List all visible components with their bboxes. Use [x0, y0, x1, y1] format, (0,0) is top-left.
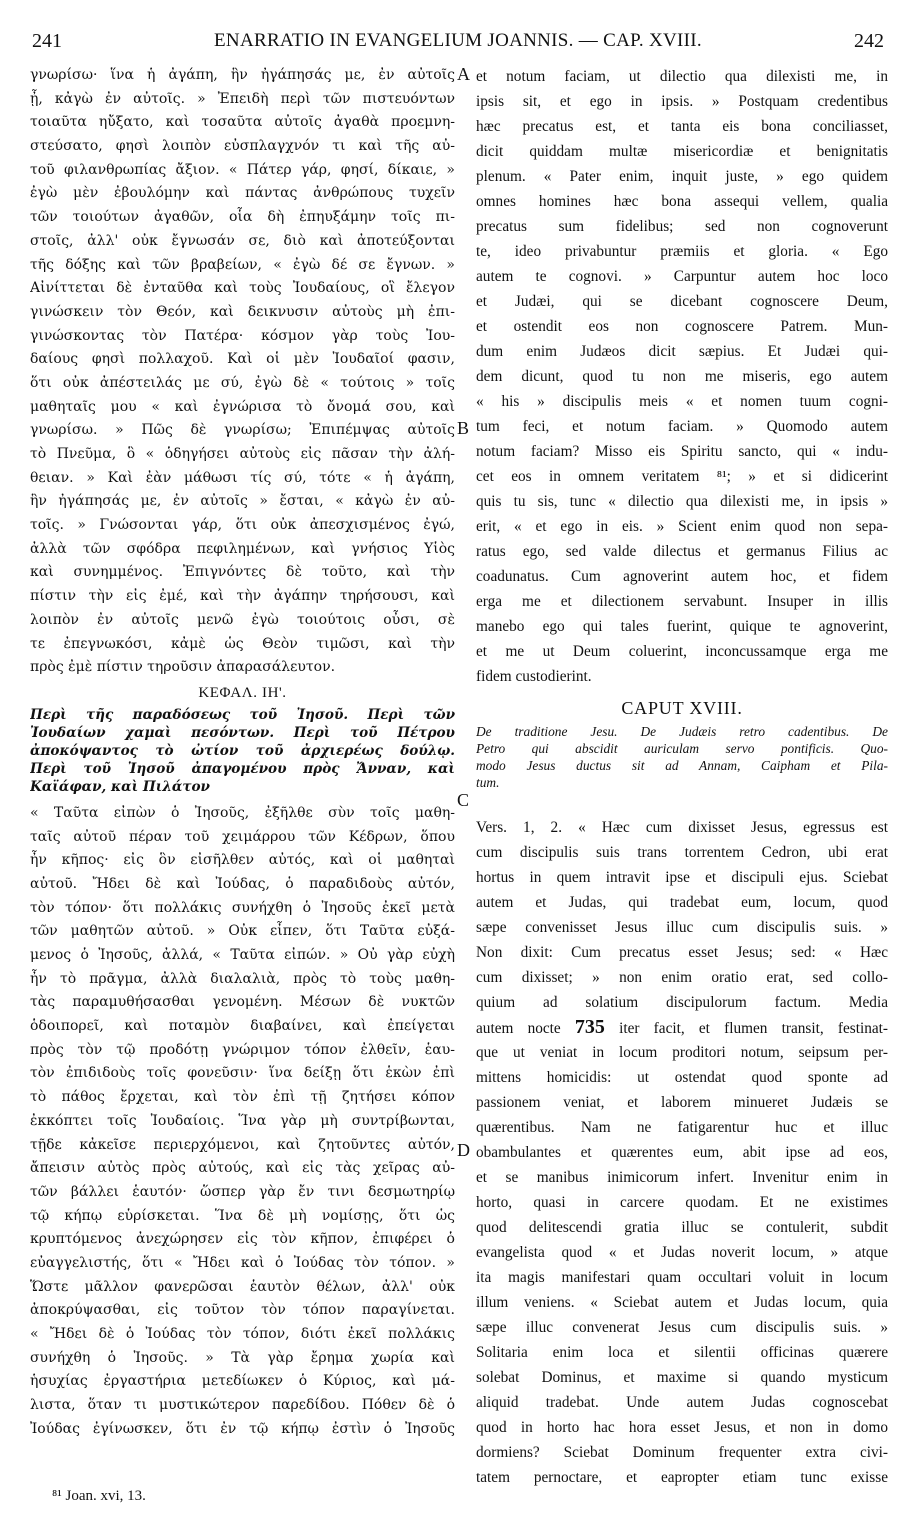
text-line: ὁδοιπορεῖ, καὶ ποταμὸν διαβαίνει, καὶ ἐπείγεται	[30, 1018, 455, 1035]
text-line: solebat Dominus, et maxime si quando mysticum	[476, 1369, 888, 1386]
text-line: γνωρίσω· ἵνα ἡ ἀγάπη, ἣν ἠγάπησάς με, ἐν αὐτοῖς	[30, 67, 455, 83]
text-line: εὐαγγελιστής, ὅτι « Ἤδει καὶ ὁ Ἰούδας τὸν τόπον. »	[30, 1254, 455, 1271]
text-line: dum enim Judæos dicit sæpius. Et Judæi qui-	[476, 343, 888, 360]
greek-chapter-subtitle	[30, 706, 455, 796]
latin-text-block	[476, 64, 888, 689]
text-line: ita magis manifestari quam occultari voluit in locum	[476, 1269, 888, 1286]
text-line: τῷ κήπῳ εὑρίσκεται. Ἵνα δὲ μὴ νομίσῃς, ὅτι ὡς	[30, 1207, 455, 1224]
text-line: et ostendit eos non cognoscere Patrem. Mun-	[476, 318, 888, 335]
text-line: ταῖς αὐτοῦ πέραν τοῦ χειμάρρου τῶν Κέδρων, ὅπου	[30, 828, 455, 845]
latin-chapter-subtitle	[476, 723, 888, 791]
text-line: illum veniens. « Sciebat autem et Judas locum, quia	[476, 1294, 888, 1311]
text-line: τὸ πάθος ἔρχεται, καὶ τὸν ἐπὶ τῇ ζητήσει κόπον	[30, 1089, 455, 1106]
text-line: συνήχθη ὁ Ἰησοῦς. » Τὰ γὰρ ἔρημα χωρία καὶ	[30, 1349, 455, 1366]
text-line: τῆς δόξης καὶ τῶν βραβείων, « ἐγὼ δέ σε ἔγνων. »	[30, 256, 455, 273]
text-line: obambulantes et quærentes eum, abit ipse ad eos,	[476, 1144, 888, 1161]
text-line: omnes homines hæc bona assequi vellem, qualia	[476, 193, 888, 210]
text-line: τοιαῦτα ηὔξατο, καὶ τοσαῦτα αὐτοῖς ἀγαθὰ προεμνη-	[30, 114, 455, 131]
line-735-post: iter facit, et flumen transit, festinat-	[604, 1020, 888, 1037]
text-line: cet eos in omnem veritatem ⁸¹; » et si didicerint	[476, 468, 888, 485]
text-line: τῇδε κἀκεῖσε περιερχόμενοι, καὶ ζητοῦντες αὐτόν,	[30, 1136, 455, 1153]
text-line: quium ad solatium discipulorum factum. Media	[476, 994, 888, 1011]
text-line: ᾖ, κἀγὼ ἐν αὐτοῖς. » Ἐπειδὴ περὶ τῶν πιστευόντων	[30, 90, 455, 107]
text-line: tum.	[476, 775, 500, 790]
text-line: tatem pernoctare, et eapropter etiam tunc exisse	[476, 1469, 888, 1486]
text-line: λιστα, ὅταν τι μυστικώτερον παρεδίδου. Πόθεν δὲ ὁ	[30, 1397, 455, 1414]
text-line: coadunatus. Cum agnoverint autem hoc, et fidem	[476, 568, 888, 585]
text-line: manebo ego qui tales fuerint, quique te agnoverint,	[476, 618, 888, 635]
text-line: « Ταῦτα εἰπὼν ὁ Ἰησοῦς, ἐξῆλθε σὺν τοῖς μαθη-	[30, 804, 455, 821]
text-line: γινώσκειν τὸν Θεόν, καὶ δεικνυσιν αὐτοὺς μὴ ἐπι-	[30, 303, 455, 320]
text-line: πρὸς ἐμὲ πίστιν τηροῦσιν ἀπαρασάλευτον.	[30, 659, 336, 676]
latin-chapter-title: CAPUT XVIII.	[621, 698, 743, 718]
text-line: καὶ συνημμένος. Ἐπιγνόντες δὲ τοῦτο, καὶ τὴν	[30, 564, 455, 581]
text-line: δαίους φησὶ πολλαχοῦ. Καὶ οἱ μὲν Ἰουδαῖοί φασιν,	[30, 351, 455, 368]
text-line: τὸν τόπον· ὅτι πολλάκις συνήχθη ὁ Ἰησοῦς ἐκεῖ μετὰ	[30, 899, 455, 916]
text-line: ἦν κῆπος· εἰς ὃν εἰσῆλθεν αὐτός, καὶ οἱ μαθηταὶ	[30, 852, 455, 869]
text-line: et notum faciam, ut dilectio qua dilexisti me, in	[476, 68, 888, 85]
latin-text-block-3	[476, 1040, 888, 1490]
text-line: dormiens? Sciebat Dominum frequenter extra civi-	[476, 1444, 888, 1461]
text-line: notum faciam? Misso eis Spiritu sancto, qui « indu-	[476, 443, 888, 460]
footnote: ⁸¹ Joan. xvi, 13.	[52, 1488, 146, 1504]
text-line: que ut veniat in locum proditori notum, seipsum per-	[476, 1044, 888, 1061]
text-line: κρυπτόμενος ἀνεχώρησεν εἰς τὸν κῆπον, ἐπιφέρει ὁ	[30, 1231, 455, 1248]
text-line: erga me et dilectionem servabunt. Insuper in illis	[476, 593, 888, 610]
text-line: τῶν τοιούτων ἀγαθῶν, οἷα δὴ ἐπηυξάμην τοῖς πι-	[30, 209, 455, 226]
text-line: τοῦ φιλανθρωπίας ἄξιον. « Πάτερ γάρ, φησί, δίκαιε, »	[30, 161, 455, 178]
text-line: ratus ego, sed valde dilectus et germanus Filius ac	[476, 543, 888, 560]
text-line: ἐκκόπτει τοῖς Ἰουδαίοις. Ἵνα γὰρ μὴ συντρίβωνται,	[30, 1112, 455, 1129]
latin-line-735	[476, 1015, 888, 1040]
text-line: dem dicunt, quod tu non me miseris, ego autem	[476, 368, 888, 385]
text-line: et se manibus inimicorum infert. Invenitur enim in	[476, 1169, 888, 1186]
text-line: ἦν τὸ πρᾶγμα, ἀλλὰ διαλαλιὰ, πρὸς τὸ τοὺς μαθη-	[30, 970, 455, 987]
text-line: tum feci, et notum faciam. » Quomodo autem	[476, 418, 888, 435]
text-line: γινώσκοντας τὸν Πατέρα· κόσμον γὰρ τοὺς Ἰου-	[30, 327, 455, 344]
text-line: quis tu sis, tunc « dilectio qua dilexisti me, in ipsis »	[476, 493, 888, 510]
text-line: ἡσυχίας ἐργαστήρια μετεδίωκεν ὁ Κύριος, καὶ μά-	[30, 1373, 455, 1390]
text-line: cum discipulis suis trans torrentem Cedron, ubi erat	[476, 844, 888, 861]
line-735-pre: autem nocte	[476, 1020, 575, 1037]
text-line: ἀποκόψαντος τὸ ὠτίον τοῦ ἀρχιερέως δούλῳ.	[30, 742, 455, 759]
text-line: aliquid tradebat. Unde autem Judas cognoscebat	[476, 1394, 888, 1411]
text-line: θειαν. » Καὶ ἐὰν μάθωσι τίς σύ, τότε « ἡ ἀγάπη,	[30, 469, 455, 486]
text-line: ἐγὼ μὲν ἐβουλόμην καὶ πάντας ἀνθρώπους τυχεῖν	[30, 185, 455, 202]
page-number-right: 242	[854, 30, 884, 52]
text-line: « his » discipulis meis « et nomen tuum cogni-	[476, 393, 888, 410]
text-line: μαθηταῖς μου « καὶ ἐγνώρισα τὸ ὄνομά σου, καὶ	[30, 398, 455, 415]
text-line: αὐτοῦ. Ἤδει δὲ καὶ Ἰούδας, ὁ παραδιδοὺς αὐτόν,	[30, 875, 455, 892]
text-line: plenum. « Pater enim, inquit juste, » ego quidem	[476, 168, 888, 185]
text-line: Αἰνίττεται δὲ ἐνταῦθα καὶ τοὺς Ἰουδαίους, οἳ ἔλεγον	[30, 280, 455, 297]
text-line: Non dixit: Cum precatus esset Jesus; sed: « Hæc	[476, 944, 888, 961]
text-line: ipsis sit, et ego in ipsis. » Postquam credentibus	[476, 93, 888, 110]
text-line: hortus in quem intravit ipse et discipuli ejus. Sciebat	[476, 869, 888, 886]
text-line: Ὥστε μᾶλλον φανερῶσαι ἑαυτὸν θέλων, ἀλλ' οὐκ	[30, 1278, 455, 1295]
latin-text-block-2	[476, 815, 888, 1015]
greek-text-block-2	[30, 802, 455, 1442]
text-line: τὸ Πνεῦμα, ὃ « ὁδηγήσει αὐτοὺς εἰς πᾶσαν τὴν ἀλή-	[30, 446, 455, 462]
text-line: ἣν ἠγάπησάς με, ἐν αὐτοῖς » ἔσται, « κἀγὼ ἐν αὐ-	[30, 493, 455, 510]
text-line: et Judæi, qui se dicebant cognoscere Deum,	[476, 293, 888, 310]
text-line: modo Jesus ductus sit ad Annam, Caipham et Pila-	[476, 758, 888, 773]
text-line: ἀλλὰ τῶν σφόδρα πεφιλημένων, καὶ γνήσιος Υἱὸς	[30, 540, 455, 557]
text-line: sæpe illuc convenerat Jesus cum discipulis suis. »	[476, 1319, 888, 1336]
greek-text-block	[30, 64, 455, 680]
text-line: τῶν μαθητῶν αὐτοῦ. » Οὐκ εἶπεν, ὅτι Ταῦτα εὐξά-	[30, 923, 455, 940]
text-line: ἀποκρύψασθαι, εἰς τοῦτον τὸν τόπον παραγίνεται.	[30, 1302, 455, 1319]
text-line: evangelista quod « et Judas noverit locum, » atque	[476, 1244, 888, 1261]
text-line: te, ideo privabuntur præmiis et gloria. « Ego	[476, 243, 888, 260]
text-line: μενος ὁ Ἰησοῦς, ἀλλά, « Ταῦτα εἰπών. » Οὐ γὰρ εὐχὴ	[30, 947, 455, 963]
text-line: De traditione Jesu. De Judæis retro cadentibus. De	[476, 724, 888, 739]
column-number-735: 735	[574, 1016, 605, 1038]
text-line: sæpe convenisset Jesus illuc cum discipulis suis. »	[476, 919, 888, 936]
text-line: ἄπεισιν αὐτὸς πρὸς αὐτούς, καὶ εἰς τὰς χεῖρας αὐ-	[30, 1160, 455, 1177]
text-line: cum dixisset; » non enim oratio erat, sed collo-	[476, 969, 888, 986]
text-line: τὰς παραμυθήσασθαι γενομένη. Μέσων δὲ νυκτῶν	[30, 994, 455, 1011]
text-line: Vers. 1, 2. « Hæc cum dixisset Jesus, egressus est	[476, 819, 888, 836]
latin-column	[476, 64, 888, 1490]
running-header	[32, 30, 884, 58]
text-line: Ἰούδας ἐγίνωσκεν, ὅτι ἐν τῷ κήπῳ ἐστὶν ὁ Ἰησοῦς	[30, 1420, 455, 1437]
text-line: « Ἤδει δὲ ὁ Ἰούδας τὸν τόπον, διότι ἐκεῖ πολλάκις	[30, 1326, 455, 1342]
margin-marker-c: C	[457, 790, 470, 810]
text-line: Solitaria enim loca et silentii officinas quærere	[476, 1344, 888, 1361]
greek-column	[30, 64, 455, 1441]
text-line: πίστιν τὴν εἰς ἐμέ, καὶ τὴν ἀγάπην τηρήσουσι, καὶ	[30, 588, 455, 605]
running-title: ENARRATIO IN EVANGELIUM JOANNIS. — CAP. XVIII.	[214, 30, 702, 51]
margin-marker-b: B	[457, 418, 470, 438]
text-line: Petro qui abscidit auriculam servo pontificis. Quo-	[476, 741, 888, 756]
text-line: στοῖς, ἀλλ' οὐκ ἔγνωσάν σε, διὸ καὶ ἀποτεύξονται	[30, 232, 455, 249]
text-line: τῶν βάλλει ἑαυτόν· ὥσπερ γὰρ ἔν τινι δεσμωτηρίῳ	[30, 1183, 455, 1200]
margin-marker-d: D	[457, 1140, 470, 1160]
text-line: dicit quiddam multæ misericordiæ et benignitatis	[476, 143, 888, 160]
text-line: γνωρίσω. » Πῶς δὲ γνωρίσω; Ἐπιπέμψας αὐτοῖς	[30, 422, 455, 439]
text-line: στεύσατο, φησὶ λοιπὸν εὐσπλαγχνόν τι καὶ τῆς αὐ-	[30, 138, 455, 155]
text-line: erit, « et ego in eis. » Scient enim quod non sepa-	[476, 518, 888, 535]
text-line: ὅτι οὐκ ἀπέστειλάς με σύ, ἐγὼ δὲ « τούτοις » τοῖς	[30, 374, 455, 391]
text-line: πρὸς τὸν τῷ προδότῃ γνώριμον τόπον ἐλθεῖν, ἑαυ-	[30, 1041, 455, 1058]
text-line: τοῖς. » Γνώσονται γάρ, ὅτι οὐκ ἀπεσχισμένος ἐγώ,	[30, 517, 455, 534]
greek-chapter-heading: ΚΕΦΑΛ. ΙΗ'.	[198, 684, 287, 701]
text-line: horto, quasi in carcere quodam. Et ne existimes	[476, 1194, 888, 1211]
text-line: fidem custodierint.	[476, 668, 592, 685]
text-line: λοιπὸν ἐν αὐτοῖς μενῶ ἐγὼ τοιούτοις οὖσι, σὲ	[30, 611, 455, 628]
text-line: mittens homicidis: ut ostendat quod sponte ad	[476, 1069, 888, 1086]
text-line: precatus sum fidelibus; sed non cognoverunt	[476, 218, 888, 235]
text-line: autem te cognovi. » Carpuntur autem hoc loco	[476, 268, 888, 285]
text-line: hæc precatus est, et tanta eis bona conciliasset,	[476, 118, 888, 135]
text-line: quærentibus. Nam ne fatigarentur huc et illuc	[476, 1119, 888, 1136]
text-line: Καϊάφαν, καὶ Πιλάτον	[30, 778, 210, 795]
text-line: quod in horto hac hora esset Jesus, et non in domo	[476, 1419, 888, 1436]
text-line: Περὶ τῆς παραδόσεως τοῦ Ἰησοῦ. Περὶ τῶν	[30, 706, 455, 723]
text-line: Ἰουδαίων χαμαὶ πεσόντων. Περὶ τοῦ Πέτρου	[30, 724, 455, 741]
page-number-left: 241	[32, 30, 62, 52]
margin-marker-a: A	[457, 64, 470, 84]
text-line: et me ut Deum coluerint, inconcussamque erga me	[476, 643, 888, 660]
text-line: passionem veniat, et laborem minueret Judæis se	[476, 1094, 888, 1111]
text-line: autem et Judas, qui tradebat eum, locum, quod	[476, 894, 888, 911]
text-line: τε ἐπεγνωκόσι, κἀμὲ ὡς Θεὸν τιμῶσι, καὶ τὴν	[30, 635, 455, 652]
text-line: τὸν ἐπιδιδοὺς τοῖς φονεῦσιν· ἵνα δείξῃ ὅτι ἑκὼν ἐπὶ	[30, 1065, 455, 1082]
text-line: Περὶ τοῦ Ἰησοῦ ἀπαγομένου πρὸς Ἄνναν, καὶ	[30, 760, 455, 777]
text-line: quod delitescendi gratia illuc se contulerit, subdit	[476, 1219, 888, 1236]
